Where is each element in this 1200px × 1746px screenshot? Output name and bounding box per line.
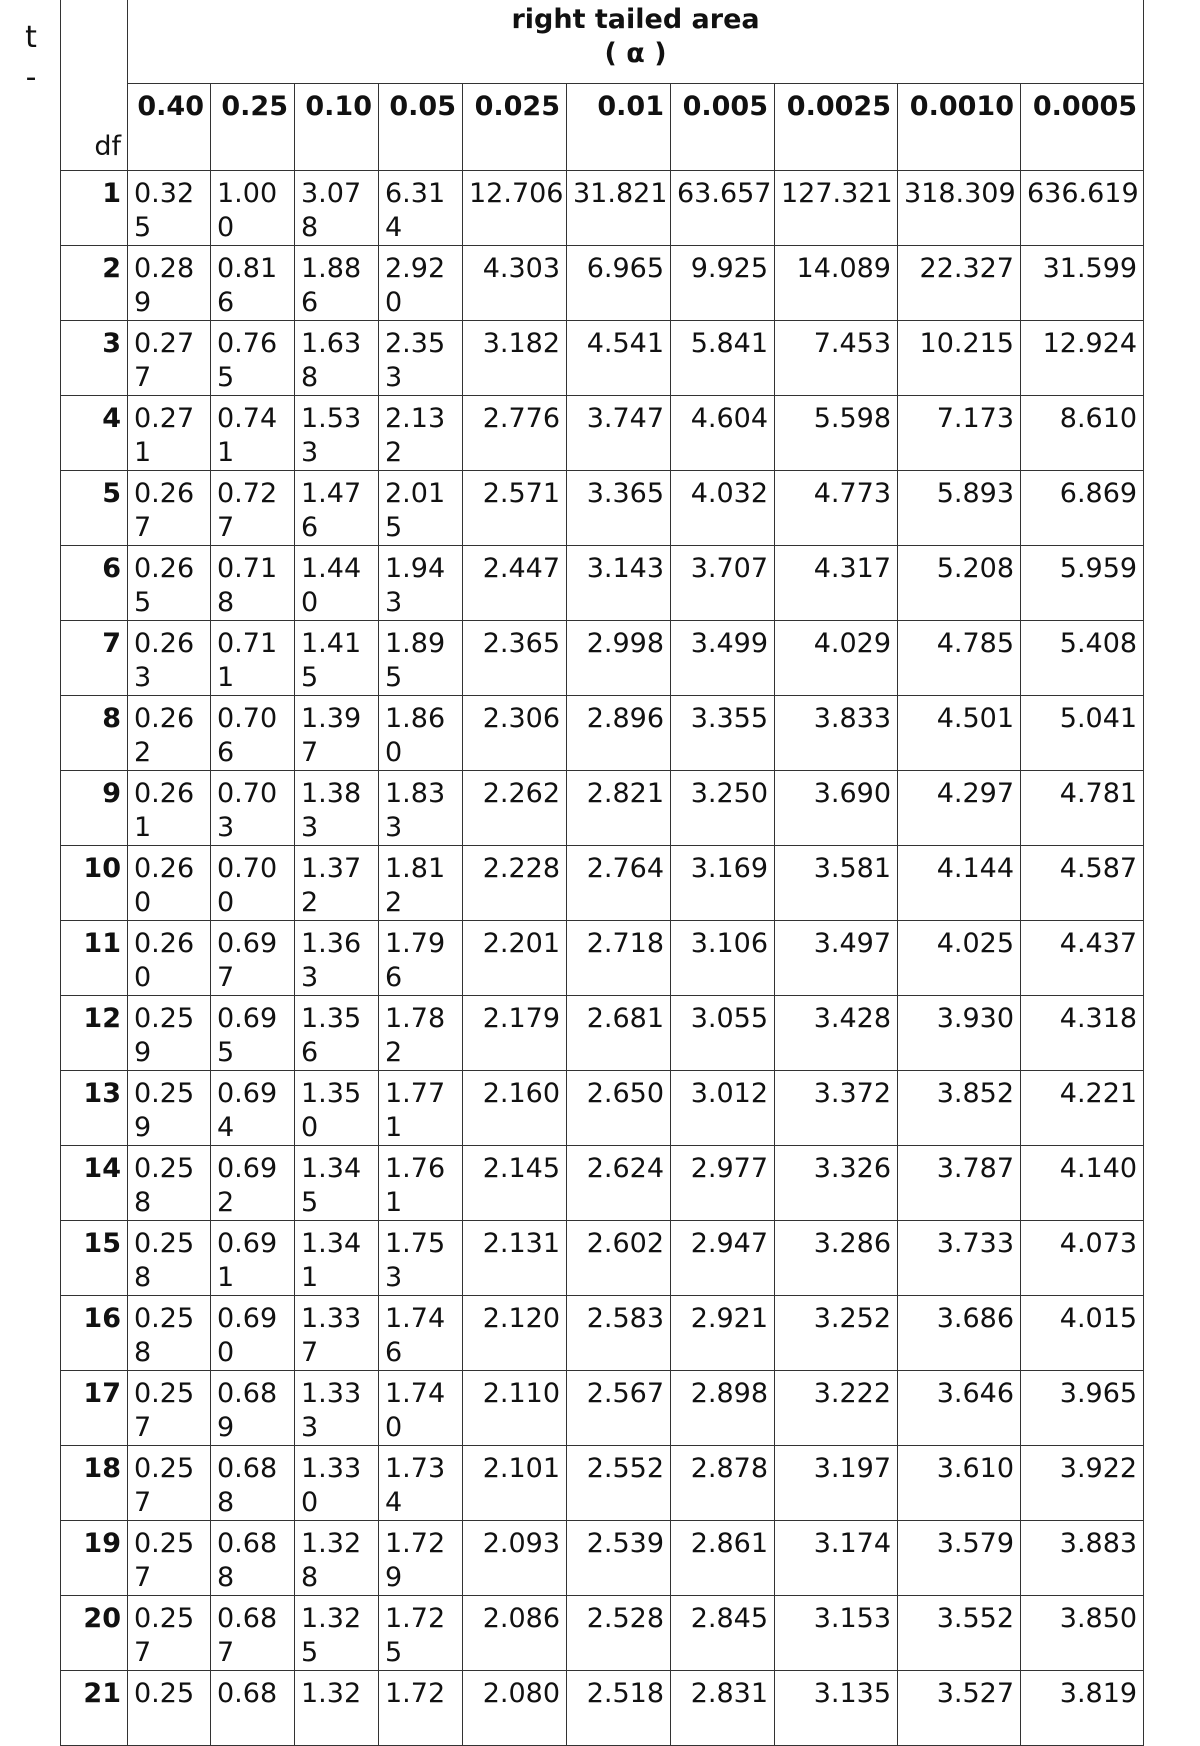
value-cell: 1.895 <box>379 621 463 696</box>
value-cell: 2.539 <box>567 1521 671 1596</box>
value-cell: 2.898 <box>671 1371 775 1446</box>
value-cell: 1.725 <box>379 1596 463 1671</box>
value-cell: 4.140 <box>1021 1146 1144 1221</box>
value-cell: 3.686 <box>898 1296 1021 1371</box>
table-row <box>61 1071 1144 1146</box>
df-cell: 18 <box>61 1446 128 1521</box>
value-cell: 0.689 <box>211 1371 295 1446</box>
column-header: 0.025 <box>463 84 567 171</box>
value-cell: 2.602 <box>567 1221 671 1296</box>
value-cell: 1.356 <box>295 996 379 1071</box>
value-cell: 4.587 <box>1021 846 1144 921</box>
value-cell: 0.262 <box>128 696 211 771</box>
value-cell: 3.610 <box>898 1446 1021 1521</box>
df-cell: 21 <box>61 1671 128 1746</box>
value-cell: 2.998 <box>567 621 671 696</box>
value-cell: 10.215 <box>898 321 1021 396</box>
value-cell: 0.325 <box>128 171 211 246</box>
value-cell: 0.703 <box>211 771 295 846</box>
value-cell: 0.765 <box>211 321 295 396</box>
value-cell: 1.415 <box>295 621 379 696</box>
table-row <box>61 546 1144 621</box>
value-cell: 8.610 <box>1021 396 1144 471</box>
table-row <box>61 771 1144 846</box>
value-cell: 0.697 <box>211 921 295 996</box>
value-cell: 0.706 <box>211 696 295 771</box>
table-row <box>61 1146 1144 1221</box>
column-header: 0.05 <box>379 84 463 171</box>
table-row <box>61 171 1144 246</box>
value-cell: 0.816 <box>211 246 295 321</box>
value-cell: 1.328 <box>295 1521 379 1596</box>
value-cell: 0.277 <box>128 321 211 396</box>
value-cell: 3.169 <box>671 846 775 921</box>
value-cell: 3.707 <box>671 546 775 621</box>
value-cell: 2.776 <box>463 396 567 471</box>
value-cell: 2.160 <box>463 1071 567 1146</box>
value-cell: 2.977 <box>671 1146 775 1221</box>
value-cell: 5.208 <box>898 546 1021 621</box>
value-cell: 63.657 <box>671 171 775 246</box>
value-cell: 3.690 <box>775 771 898 846</box>
value-cell: 6.314 <box>379 171 463 246</box>
value-cell: 3.055 <box>671 996 775 1071</box>
column-header: 0.01 <box>567 84 671 171</box>
value-cell: 1.833 <box>379 771 463 846</box>
value-cell: 2.101 <box>463 1446 567 1521</box>
value-cell: 1.333 <box>295 1371 379 1446</box>
value-cell: 3.930 <box>898 996 1021 1071</box>
value-cell: 1.345 <box>295 1146 379 1221</box>
df-cell: 17 <box>61 1371 128 1446</box>
df-cell: 3 <box>61 321 128 396</box>
value-cell: 3.174 <box>775 1521 898 1596</box>
table-row <box>61 471 1144 546</box>
value-cell: 1.761 <box>379 1146 463 1221</box>
value-cell: 0.263 <box>128 621 211 696</box>
value-cell: 3.497 <box>775 921 898 996</box>
value-cell: 0.741 <box>211 396 295 471</box>
value-cell: 4.785 <box>898 621 1021 696</box>
value-cell: 5.408 <box>1021 621 1144 696</box>
value-cell: 0.688 <box>211 1446 295 1521</box>
df-cell: 2 <box>61 246 128 321</box>
table-row <box>61 1446 1144 1521</box>
value-cell: 2.764 <box>567 846 671 921</box>
df-header: df <box>61 0 128 171</box>
value-cell: 1.72 <box>379 1671 463 1746</box>
value-cell: 2.093 <box>463 1521 567 1596</box>
value-cell: 2.262 <box>463 771 567 846</box>
value-cell: 2.228 <box>463 846 567 921</box>
value-cell: 1.740 <box>379 1371 463 1446</box>
value-cell: 2.132 <box>379 396 463 471</box>
table-row <box>61 1596 1144 1671</box>
value-cell: 1.943 <box>379 546 463 621</box>
value-cell: 3.428 <box>775 996 898 1071</box>
value-cell: 2.353 <box>379 321 463 396</box>
value-cell: 2.681 <box>567 996 671 1071</box>
df-cell: 4 <box>61 396 128 471</box>
column-header: 0.0005 <box>1021 84 1144 171</box>
value-cell: 0.259 <box>128 996 211 1071</box>
value-cell: 4.781 <box>1021 771 1144 846</box>
value-cell: 0.727 <box>211 471 295 546</box>
value-cell: 3.552 <box>898 1596 1021 1671</box>
value-cell: 12.706 <box>463 171 567 246</box>
value-cell: 7.173 <box>898 396 1021 471</box>
column-header: 0.0025 <box>775 84 898 171</box>
value-cell: 636.619 <box>1021 171 1144 246</box>
table-row <box>61 621 1144 696</box>
value-cell: 1.476 <box>295 471 379 546</box>
side-label: t - <box>25 20 37 95</box>
value-cell: 7.453 <box>775 321 898 396</box>
value-cell: 3.250 <box>671 771 775 846</box>
table-row <box>61 1221 1144 1296</box>
value-cell: 1.796 <box>379 921 463 996</box>
value-cell: 2.080 <box>463 1671 567 1746</box>
value-cell: 0.260 <box>128 846 211 921</box>
value-cell: 3.733 <box>898 1221 1021 1296</box>
value-cell: 1.32 <box>295 1671 379 1746</box>
value-cell: 4.303 <box>463 246 567 321</box>
value-cell: 1.734 <box>379 1446 463 1521</box>
value-cell: 31.599 <box>1021 246 1144 321</box>
value-cell: 0.260 <box>128 921 211 996</box>
value-cell: 3.143 <box>567 546 671 621</box>
value-cell: 3.182 <box>463 321 567 396</box>
value-cell: 1.771 <box>379 1071 463 1146</box>
df-cell: 15 <box>61 1221 128 1296</box>
column-header: 0.005 <box>671 84 775 171</box>
value-cell: 0.257 <box>128 1521 211 1596</box>
table-row <box>61 1521 1144 1596</box>
column-header: 0.10 <box>295 84 379 171</box>
table-row <box>61 246 1144 321</box>
value-cell: 0.271 <box>128 396 211 471</box>
value-cell: 0.711 <box>211 621 295 696</box>
table-row <box>61 321 1144 396</box>
value-cell: 3.222 <box>775 1371 898 1446</box>
value-cell: 2.921 <box>671 1296 775 1371</box>
value-cell: 4.604 <box>671 396 775 471</box>
value-cell: 4.144 <box>898 846 1021 921</box>
value-cell: 3.527 <box>898 1671 1021 1746</box>
value-cell: 2.920 <box>379 246 463 321</box>
value-cell: 2.447 <box>463 546 567 621</box>
value-cell: 1.729 <box>379 1521 463 1596</box>
value-cell: 1.746 <box>379 1296 463 1371</box>
value-cell: 1.372 <box>295 846 379 921</box>
title-line-2: ( α ) <box>604 38 667 69</box>
value-cell: 3.747 <box>567 396 671 471</box>
value-cell: 1.533 <box>295 396 379 471</box>
column-header: 0.0010 <box>898 84 1021 171</box>
value-cell: 4.317 <box>775 546 898 621</box>
value-cell: 318.309 <box>898 171 1021 246</box>
value-cell: 2.650 <box>567 1071 671 1146</box>
value-cell: 2.831 <box>671 1671 775 1746</box>
df-cell: 7 <box>61 621 128 696</box>
value-cell: 6.965 <box>567 246 671 321</box>
value-cell: 4.015 <box>1021 1296 1144 1371</box>
value-cell: 2.571 <box>463 471 567 546</box>
value-cell: 1.325 <box>295 1596 379 1671</box>
value-cell: 0.267 <box>128 471 211 546</box>
value-cell: 4.501 <box>898 696 1021 771</box>
value-cell: 3.365 <box>567 471 671 546</box>
value-cell: 2.086 <box>463 1596 567 1671</box>
column-header-row <box>61 84 1144 171</box>
value-cell: 0.700 <box>211 846 295 921</box>
value-cell: 3.326 <box>775 1146 898 1221</box>
value-cell: 9.925 <box>671 246 775 321</box>
value-cell: 2.306 <box>463 696 567 771</box>
value-cell: 3.153 <box>775 1596 898 1671</box>
value-cell: 3.012 <box>671 1071 775 1146</box>
value-cell: 4.318 <box>1021 996 1144 1071</box>
value-cell: 4.221 <box>1021 1071 1144 1146</box>
table-row <box>61 996 1144 1071</box>
value-cell: 2.120 <box>463 1296 567 1371</box>
value-cell: 2.821 <box>567 771 671 846</box>
value-cell: 3.922 <box>1021 1446 1144 1521</box>
column-header: 0.40 <box>128 84 211 171</box>
value-cell: 5.841 <box>671 321 775 396</box>
column-header: 0.25 <box>211 84 295 171</box>
value-cell: 0.258 <box>128 1221 211 1296</box>
value-cell: 0.257 <box>128 1371 211 1446</box>
value-cell: 4.029 <box>775 621 898 696</box>
value-cell: 2.845 <box>671 1596 775 1671</box>
value-cell: 3.579 <box>898 1521 1021 1596</box>
value-cell: 3.197 <box>775 1446 898 1521</box>
value-cell: 2.179 <box>463 996 567 1071</box>
value-cell: 31.821 <box>567 171 671 246</box>
value-cell: 5.041 <box>1021 696 1144 771</box>
value-cell: 2.528 <box>567 1596 671 1671</box>
value-cell: 3.581 <box>775 846 898 921</box>
table-row <box>61 396 1144 471</box>
value-cell: 3.833 <box>775 696 898 771</box>
table-row <box>61 921 1144 996</box>
value-cell: 4.025 <box>898 921 1021 996</box>
value-cell: 3.135 <box>775 1671 898 1746</box>
value-cell: 0.259 <box>128 1071 211 1146</box>
table-row <box>61 696 1144 771</box>
value-cell: 2.624 <box>567 1146 671 1221</box>
value-cell: 0.694 <box>211 1071 295 1146</box>
value-cell: 1.782 <box>379 996 463 1071</box>
value-cell: 3.646 <box>898 1371 1021 1446</box>
value-cell: 4.073 <box>1021 1221 1144 1296</box>
value-cell: 6.869 <box>1021 471 1144 546</box>
value-cell: 14.089 <box>775 246 898 321</box>
value-cell: 4.297 <box>898 771 1021 846</box>
table-row <box>61 846 1144 921</box>
value-cell: 3.106 <box>671 921 775 996</box>
value-cell: 127.321 <box>775 171 898 246</box>
df-cell: 12 <box>61 996 128 1071</box>
value-cell: 4.541 <box>567 321 671 396</box>
table-row <box>61 1671 1144 1746</box>
value-cell: 0.687 <box>211 1596 295 1671</box>
value-cell: 0.258 <box>128 1296 211 1371</box>
value-cell: 3.355 <box>671 696 775 771</box>
df-cell: 6 <box>61 546 128 621</box>
value-cell: 1.812 <box>379 846 463 921</box>
value-cell: 2.583 <box>567 1296 671 1371</box>
value-cell: 0.258 <box>128 1146 211 1221</box>
value-cell: 1.350 <box>295 1071 379 1146</box>
value-cell: 0.289 <box>128 246 211 321</box>
value-cell: 0.692 <box>211 1146 295 1221</box>
df-cell: 1 <box>61 171 128 246</box>
value-cell: 1.638 <box>295 321 379 396</box>
value-cell: 3.819 <box>1021 1671 1144 1746</box>
value-cell: 2.145 <box>463 1146 567 1221</box>
value-cell: 2.878 <box>671 1446 775 1521</box>
df-cell: 16 <box>61 1296 128 1371</box>
table-body <box>61 171 1144 1746</box>
value-cell: 0.257 <box>128 1596 211 1671</box>
value-cell: 0.718 <box>211 546 295 621</box>
value-cell: 1.753 <box>379 1221 463 1296</box>
value-cell: 2.718 <box>567 921 671 996</box>
value-cell: 3.850 <box>1021 1596 1144 1671</box>
value-cell: 3.883 <box>1021 1521 1144 1596</box>
t-distribution-table <box>60 0 1144 1746</box>
value-cell: 0.688 <box>211 1521 295 1596</box>
value-cell: 1.886 <box>295 246 379 321</box>
value-cell: 1.000 <box>211 171 295 246</box>
value-cell: 0.695 <box>211 996 295 1071</box>
df-cell: 13 <box>61 1071 128 1146</box>
value-cell: 5.893 <box>898 471 1021 546</box>
value-cell: 0.25 <box>128 1671 211 1746</box>
value-cell: 0.261 <box>128 771 211 846</box>
value-cell: 1.341 <box>295 1221 379 1296</box>
value-cell: 5.598 <box>775 396 898 471</box>
value-cell: 2.567 <box>567 1371 671 1446</box>
value-cell: 3.852 <box>898 1071 1021 1146</box>
value-cell: 4.032 <box>671 471 775 546</box>
df-cell: 19 <box>61 1521 128 1596</box>
value-cell: 3.965 <box>1021 1371 1144 1446</box>
value-cell: 1.440 <box>295 546 379 621</box>
value-cell: 1.397 <box>295 696 379 771</box>
value-cell: 0.691 <box>211 1221 295 1296</box>
df-cell: 10 <box>61 846 128 921</box>
value-cell: 1.383 <box>295 771 379 846</box>
df-cell: 14 <box>61 1146 128 1221</box>
df-cell: 5 <box>61 471 128 546</box>
value-cell: 2.518 <box>567 1671 671 1746</box>
table-row <box>61 1371 1144 1446</box>
value-cell: 2.015 <box>379 471 463 546</box>
df-cell: 11 <box>61 921 128 996</box>
value-cell: 3.252 <box>775 1296 898 1371</box>
value-cell: 1.363 <box>295 921 379 996</box>
value-cell: 3.078 <box>295 171 379 246</box>
value-cell: 1.337 <box>295 1296 379 1371</box>
value-cell: 3.787 <box>898 1146 1021 1221</box>
value-cell: 4.437 <box>1021 921 1144 996</box>
value-cell: 3.372 <box>775 1071 898 1146</box>
title-line-1: right tailed area <box>511 4 760 35</box>
value-cell: 1.330 <box>295 1446 379 1521</box>
value-cell: 22.327 <box>898 246 1021 321</box>
value-cell: 3.286 <box>775 1221 898 1296</box>
df-cell: 20 <box>61 1596 128 1671</box>
value-cell: 5.959 <box>1021 546 1144 621</box>
df-cell: 8 <box>61 696 128 771</box>
value-cell: 3.499 <box>671 621 775 696</box>
value-cell: 0.257 <box>128 1446 211 1521</box>
value-cell: 2.861 <box>671 1521 775 1596</box>
df-cell: 9 <box>61 771 128 846</box>
value-cell: 0.690 <box>211 1296 295 1371</box>
value-cell: 2.365 <box>463 621 567 696</box>
value-cell: 1.860 <box>379 696 463 771</box>
value-cell: 2.131 <box>463 1221 567 1296</box>
value-cell: 2.947 <box>671 1221 775 1296</box>
value-cell: 0.265 <box>128 546 211 621</box>
value-cell: 2.201 <box>463 921 567 996</box>
value-cell: 4.773 <box>775 471 898 546</box>
value-cell: 2.552 <box>567 1446 671 1521</box>
value-cell: 12.924 <box>1021 321 1144 396</box>
value-cell: 2.896 <box>567 696 671 771</box>
value-cell: 2.110 <box>463 1371 567 1446</box>
value-cell: 0.68 <box>211 1671 295 1746</box>
table-row <box>61 1296 1144 1371</box>
table-title <box>128 0 1144 84</box>
